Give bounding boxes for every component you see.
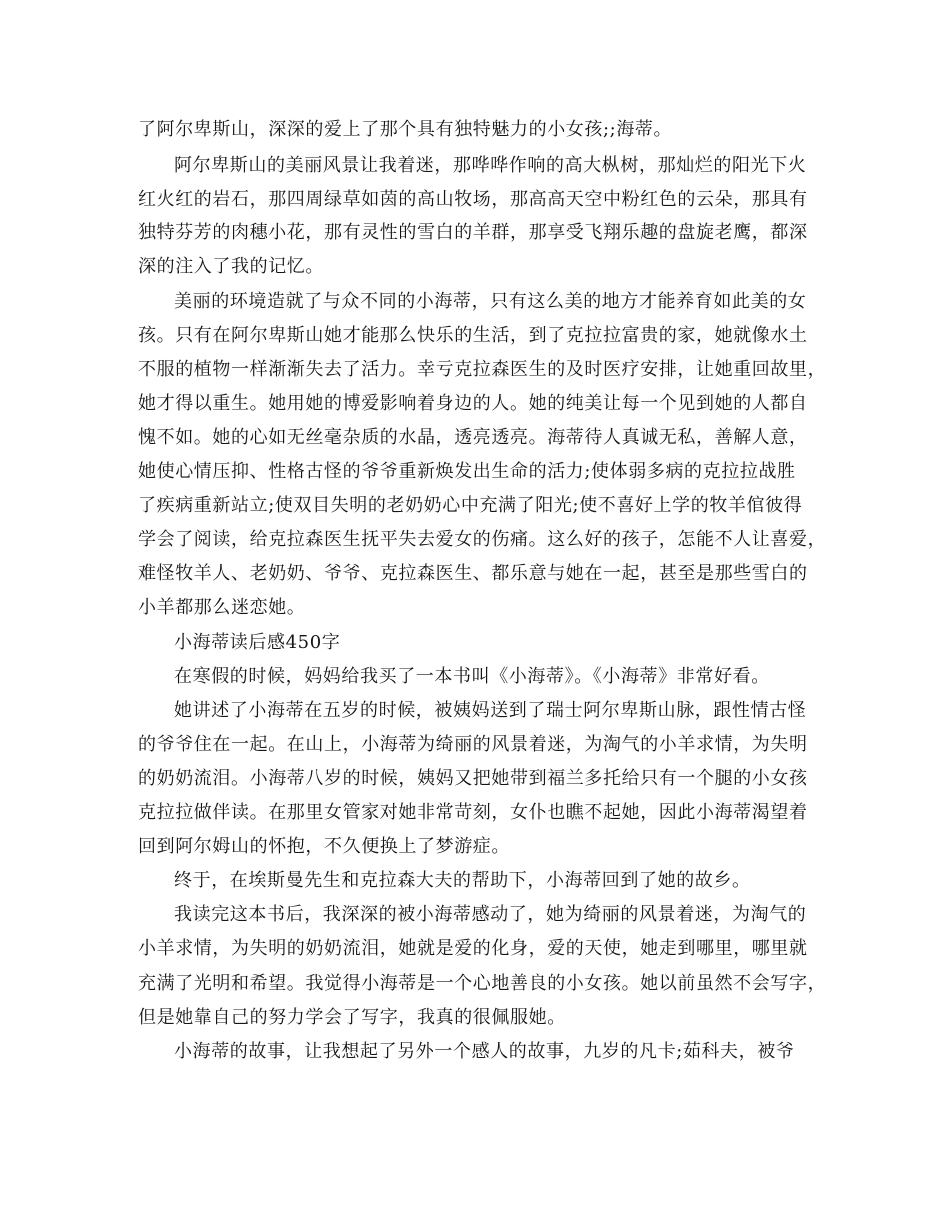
text-line: 小羊求情，为失明的奶奶流泪，她就是爱的化身，爱的天使，她走到哪里，哪里就: [138, 938, 808, 959]
text-line: 红火红的岩石，那四周绿草如茵的高山牧场，那高高天空中粉红色的云朵，那具有: [138, 189, 808, 210]
paragraph-first-line: 美丽的环境造就了与众不同的小海蒂，只有这么美的地方才能养育如此美的女: [174, 291, 807, 312]
text-line: 她才得以重生。她用她的博爱影响着身边的人。她的纯美让每一个见到她的人都自: [138, 393, 808, 414]
text-line: 但是她靠自己的努力学会了写字，我真的很佩服她。: [138, 1007, 566, 1028]
text-line: 的爷爷住在一起。在山上，小海蒂为绮丽的风景着迷，为淘气的小羊求情，为失明: [138, 734, 808, 755]
text-line: 回到阿尔姆山的怀抱，不久便换上了梦游症。: [138, 836, 510, 857]
text-line: 了疾病重新站立;使双目失明的老奶奶心中充满了阳光;使不喜好上学的牧羊倌彼得: [138, 495, 803, 516]
text-line: 不服的植物一样渐渐失去了活力。幸亏克拉森医生的及时医疗安排，让她重回故里，: [138, 359, 827, 380]
text-line: 充满了光明和希望。我觉得小海蒂是一个心地善良的小女孩。她以前虽然不会写字，: [138, 973, 827, 994]
paragraph-first-line: 阿尔卑斯山的美丽风景让我着迷，那哗哗作响的高大枞树，那灿烂的阳光下火: [174, 155, 807, 176]
paragraph-first-line: 我读完这本书后，我深深的被小海蒂感动了，她为绮丽的风景着迷，为淘气的: [174, 904, 807, 925]
text-line: 独特芬芳的肉穗小花，那有灵性的雪白的羊群，那享受飞翔乐趣的盘旋老鹰，都深: [138, 222, 808, 243]
paragraph-first-line: 她讲述了小海蒂在五岁的时候，被姨妈送到了瑞士阿尔卑斯山脉，跟性情古怪: [174, 700, 807, 721]
text-line: 学会了阅读，给克拉森医生抚平失去爱女的伤痛。这么好的孩子，怎能不人让喜爱，: [138, 529, 827, 550]
text-line: 她使心情压抑、性格古怪的爷爷重新焕发出生命的活力;使体弱多病的克拉拉战胜: [138, 461, 796, 482]
paragraph-first-line: 终于，在埃斯曼先生和克拉森大夫的帮助下，小海蒂回到了她的故乡。: [174, 870, 751, 891]
section-heading: 小海蒂读后感450字: [174, 632, 341, 653]
paragraph-first-line: 在寒假的时候，妈妈给我买了一本书叫《小海蒂》。《小海蒂》非常好看。: [174, 666, 770, 687]
text-line: 孩。只有在阿尔卑斯山她才能那么快乐的生活，到了克拉拉富贵的家，她就像水土: [138, 325, 808, 346]
text-line: 难怪牧羊人、老奶奶、爷爷、克拉森医生、都乐意与她在一起，甚至是那些雪白的: [138, 563, 808, 584]
text-line: 愧不如。她的心如无丝毫杂质的水晶，透亮透亮。海蒂待人真诚无私，善解人意，: [138, 427, 808, 448]
text-line: 深的注入了我的记忆。: [138, 256, 324, 277]
text-line: 小羊都那么迷恋她。: [138, 597, 306, 618]
text-line: 了阿尔卑斯山，深深的爱上了那个具有独特魅力的小女孩;;海蒂。: [138, 119, 673, 140]
text-line: 克拉拉做伴读。在那里女管家对她非常苛刻，女仆也瞧不起她，因此小海蒂渴望着: [138, 802, 808, 823]
text-line: 的奶奶流泪。小海蒂八岁的时候，姨妈又把她带到福兰多托给只有一个腿的小女孩: [138, 768, 808, 789]
paragraph-first-line: 小海蒂的故事，让我想起了另外一个感人的故事，九岁的凡卡;茹科夫，被爷: [174, 1041, 795, 1062]
